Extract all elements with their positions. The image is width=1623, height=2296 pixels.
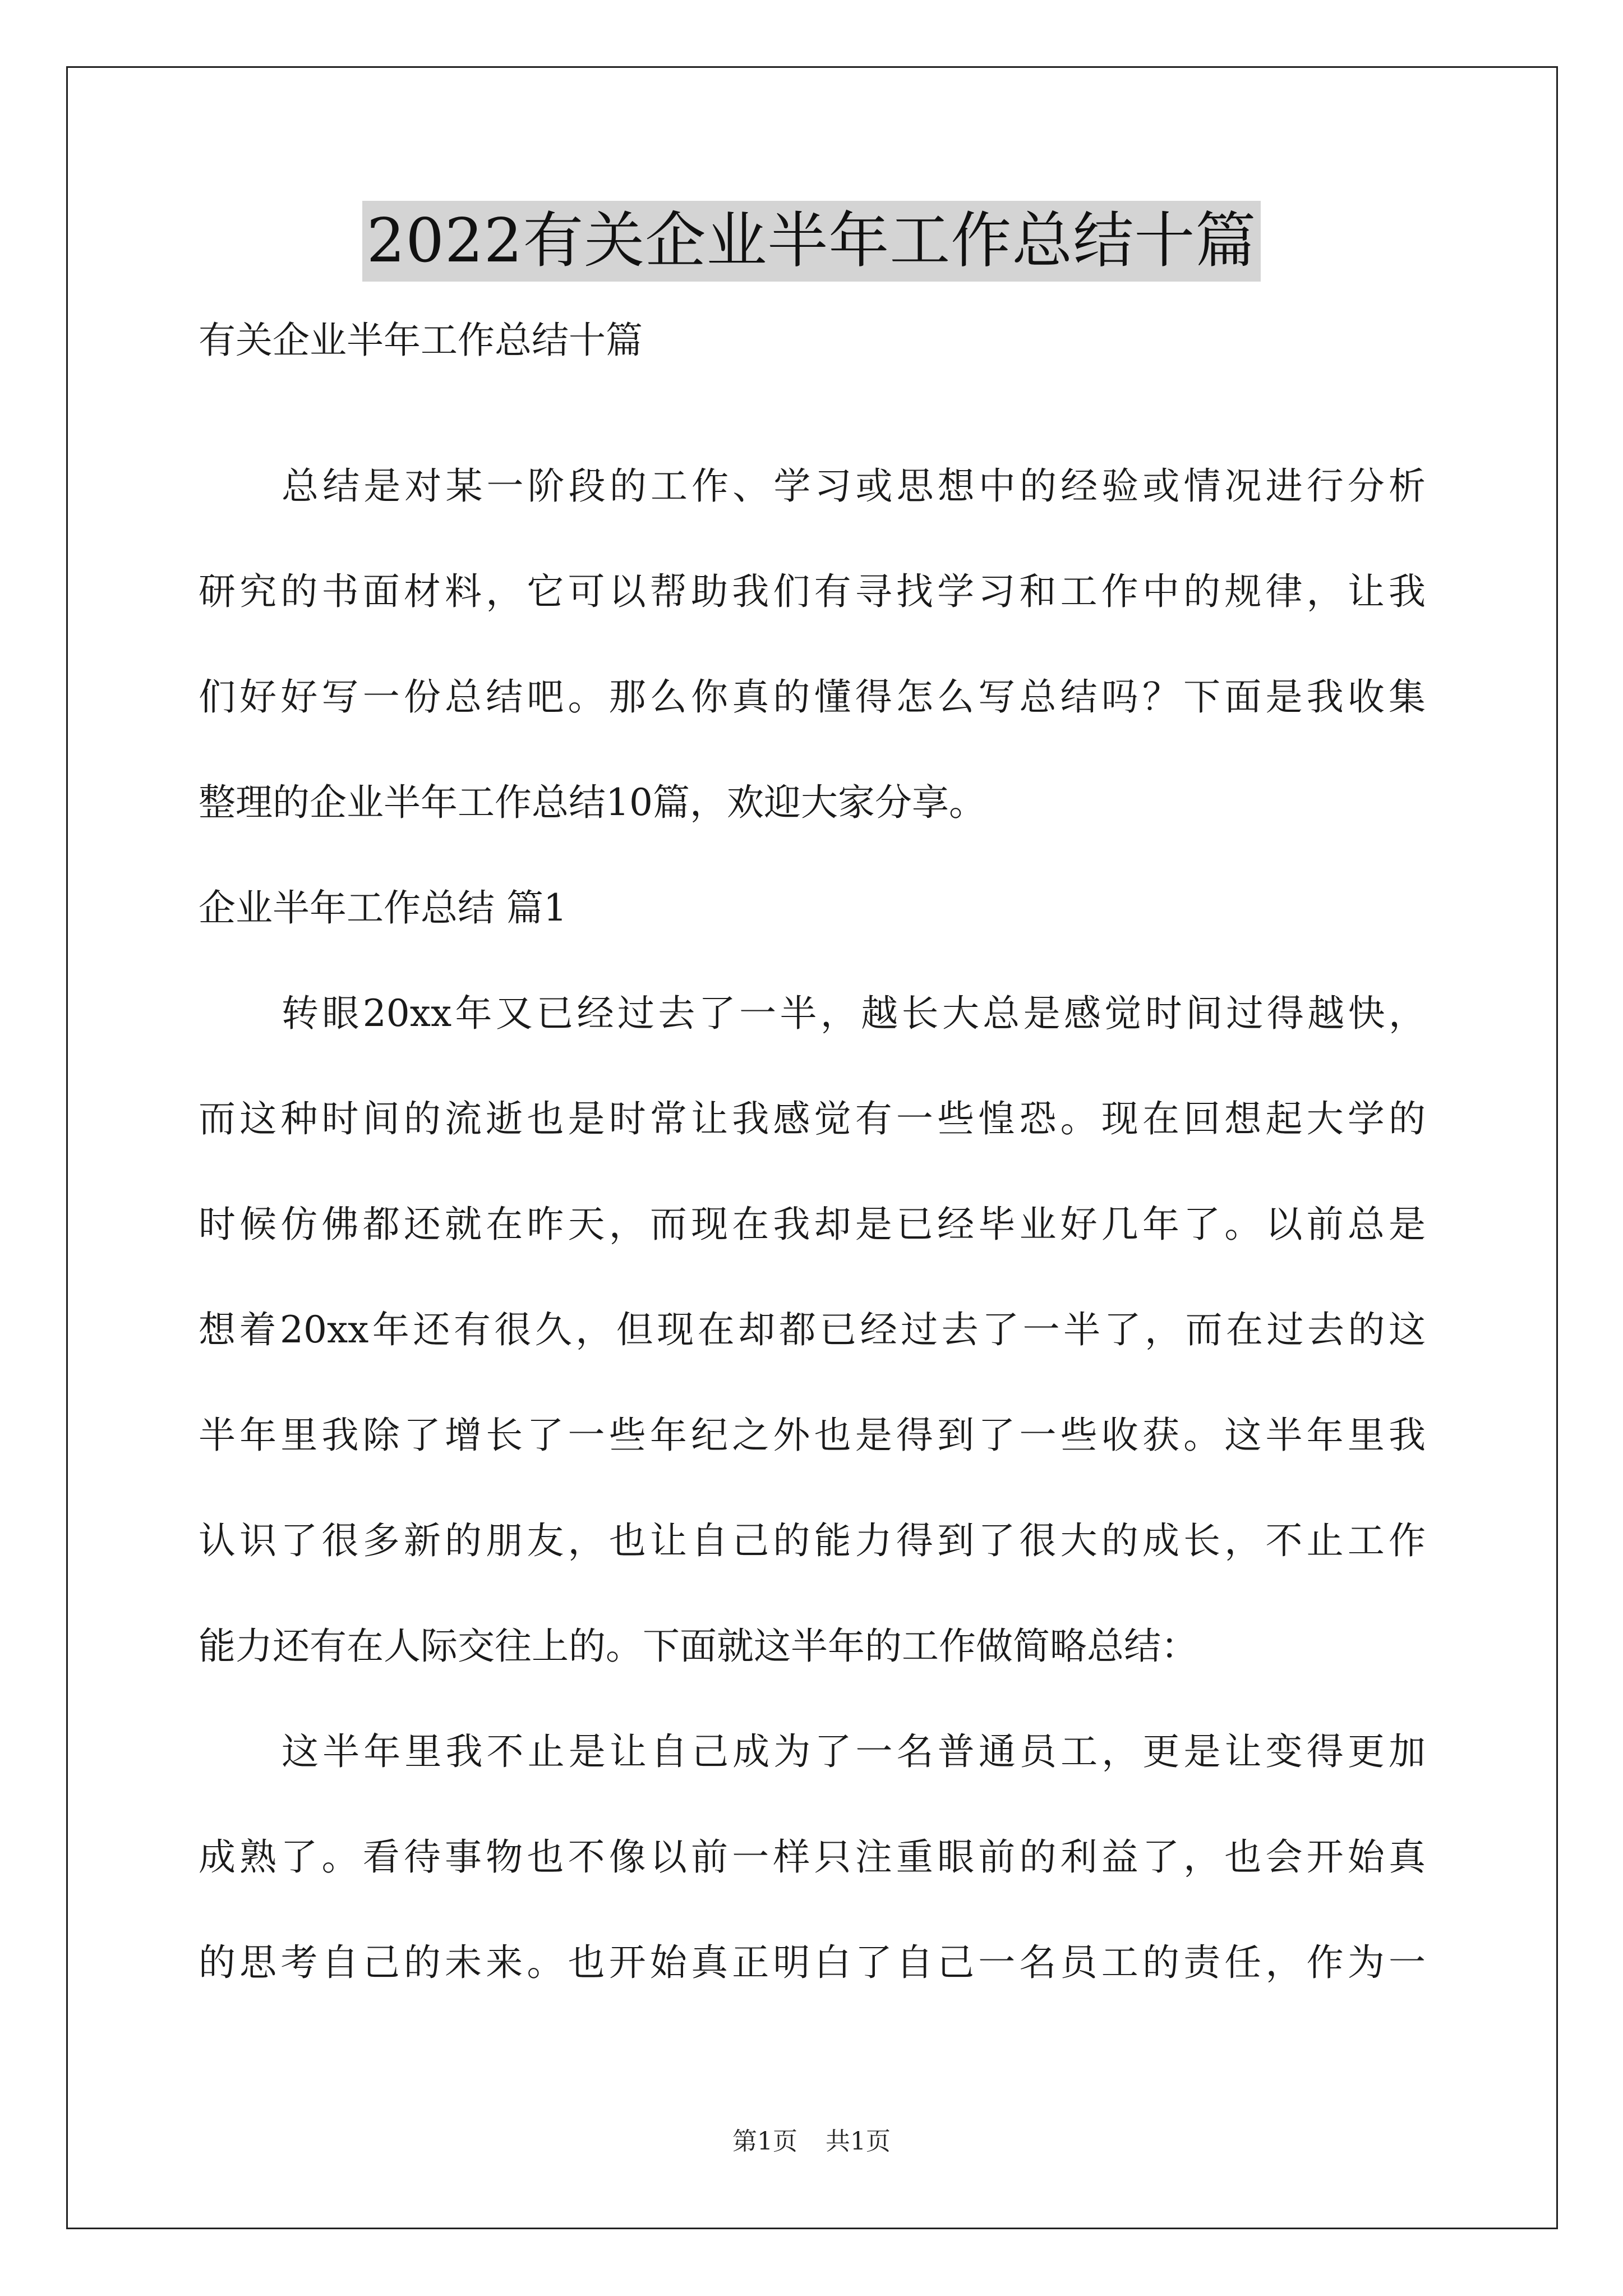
paragraph-line: 转眼20xx年又已经过去了一半，越长大总是感觉时间过得越快， xyxy=(282,992,1426,1035)
paragraph-line: 半年里我除了增长了一些年纪之外也是得到了一些收获。这半年里我 xyxy=(199,1414,1426,1457)
intro-line: 整理的企业半年工作总结10篇，欢迎大家分享。 xyxy=(199,781,986,824)
section-heading: 企业半年工作总结 篇1 xyxy=(199,886,567,930)
page-total: 共1页 xyxy=(826,2127,891,2156)
paragraph-line: 能力还有在人际交往上的。下面就这半年的工作做简略总结： xyxy=(199,1625,1198,1668)
paragraph-line: 的思考自己的未来。也开始真正明白了自己一名员工的责任，作为一 xyxy=(199,1941,1426,1984)
intro-line: 们好好写一份总结吧。那么你真的懂得怎么写总结吗？下面是我收集 xyxy=(199,675,1426,719)
paragraph-line: 这半年里我不止是让自己成为了一名普通员工，更是让变得更加 xyxy=(282,1730,1426,1773)
intro-line: 总结是对某一阶段的工作、学习或思想中的经验或情况进行分析 xyxy=(282,464,1426,508)
page-border xyxy=(66,66,1558,2229)
title-container xyxy=(0,201,1623,282)
page-number: 第1页 xyxy=(732,2127,797,2156)
paragraph-line: 认识了很多新的朋友，也让自己的能力得到了很大的成长，不止工作 xyxy=(199,1519,1426,1562)
paragraph-line: 时候仿佛都还就在昨天，而现在我却是已经毕业好几年了。以前总是 xyxy=(199,1203,1426,1246)
paragraph-line: 而这种时间的流逝也是时常让我感觉有一些惶恐。现在回想起大学的 xyxy=(199,1097,1426,1140)
paragraph-line: 成熟了。看待事物也不像以前一样只注重眼前的利益了，也会开始真 xyxy=(199,1835,1426,1879)
page-footer xyxy=(0,2125,1623,2159)
document-title: 2022有关企业半年工作总结十篇 xyxy=(362,201,1261,282)
subtitle: 有关企业半年工作总结十篇 xyxy=(199,319,643,362)
paragraph-line: 想着20xx年还有很久，但现在却都已经过去了一半了，而在过去的这 xyxy=(199,1308,1426,1351)
intro-line: 研究的书面材料，它可以帮助我们有寻找学习和工作中的规律，让我 xyxy=(199,570,1426,613)
